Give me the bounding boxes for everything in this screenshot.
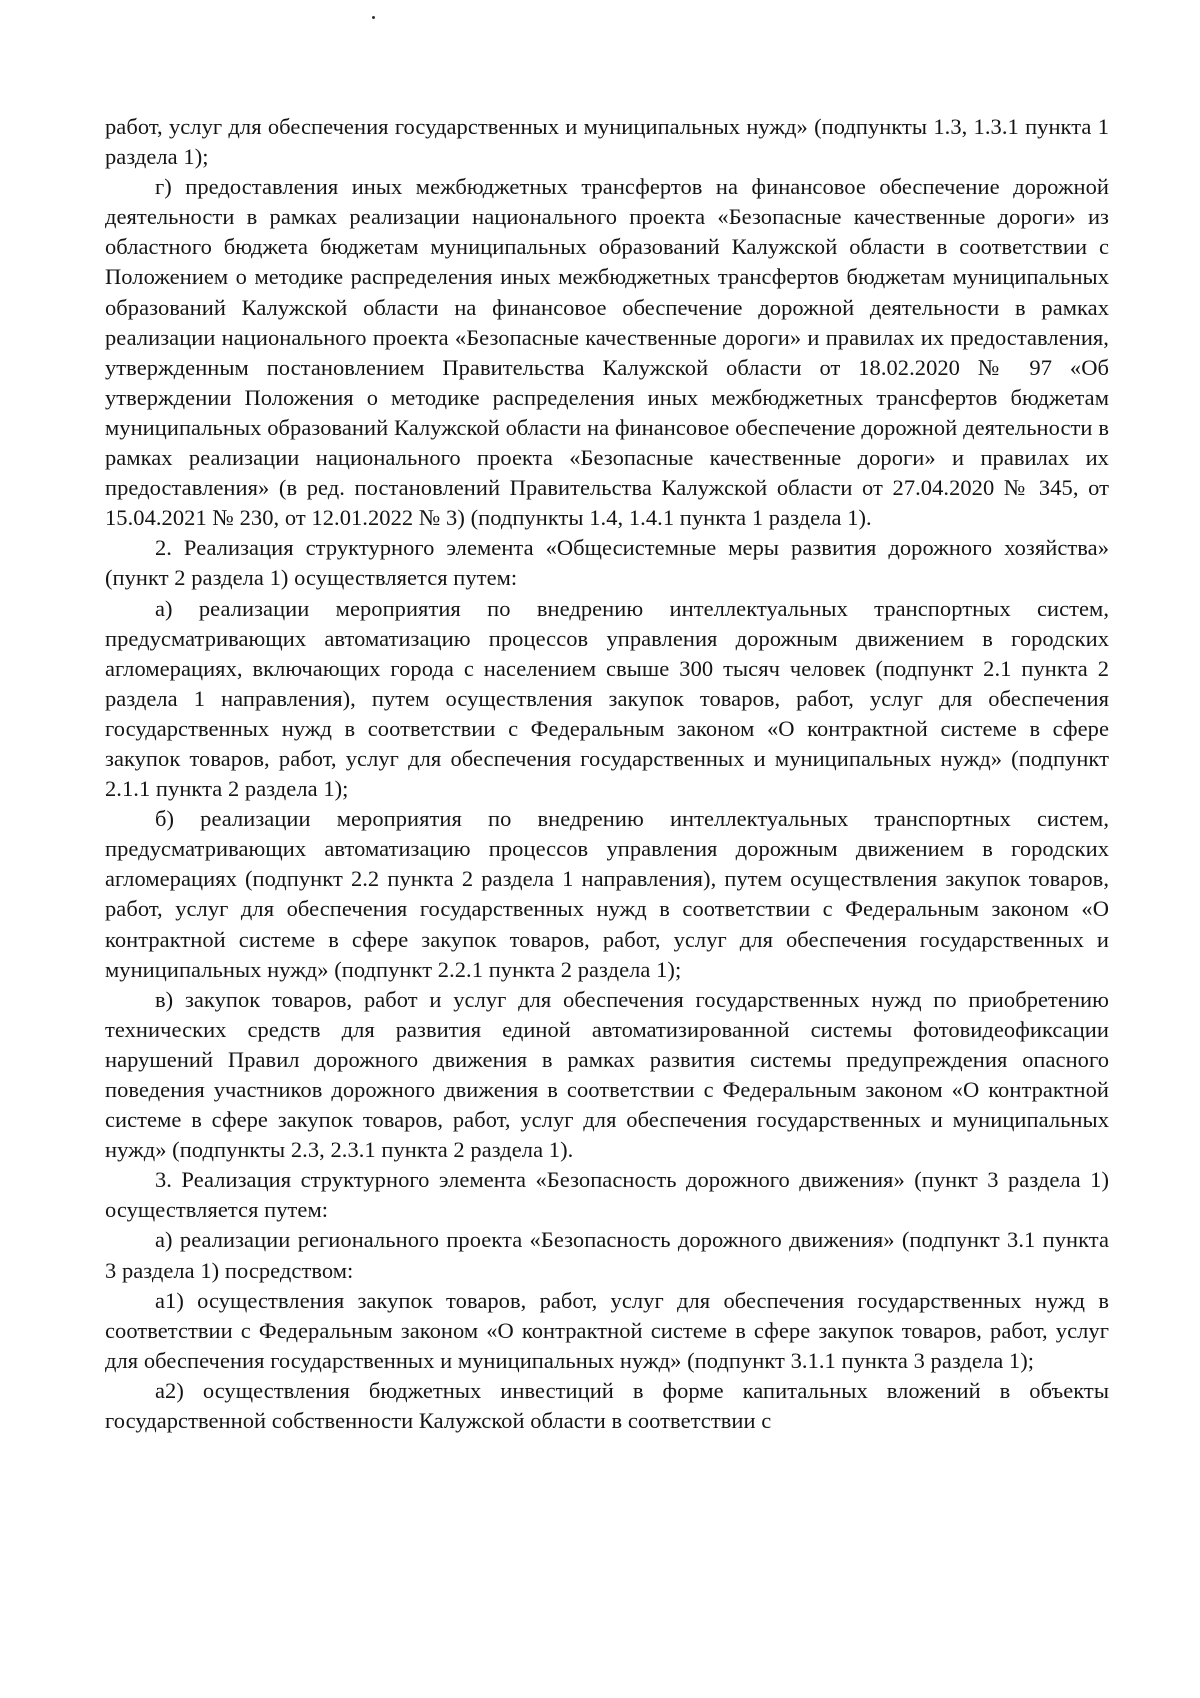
paragraph-item-2b: б) реализации мероприятия по внедрению интеллектуальных транспортных систем, предусматривающих автоматизацию процессов управления дорожным движением в городских агломерациях (подпункт 2.2 пункта 2 раздела 1 направления), путем осуществления закупок товаров, работ, услуг для обеспечения государственных нужд в соответствии с Федеральным законом «О контрактной системе в сфере закупок товаров, работ, услуг для обеспечения государственных и муниципальных нужд» (подпункт 2.2.1 пункта 2 раздела 1); [105, 806, 1109, 982]
paragraph-item-3a: а) реализации регионального проекта «Безопасность дорожного движения» (подпункт 3.1 пункта 3 раздела 1) посредством: [105, 1227, 1109, 1283]
paragraph-item-2a: а) реализации мероприятия по внедрению интеллектуальных транспортных систем, предусматривающих автоматизацию процессов управления дорожным движением в городских агломерациях, включающих города с населением свыше 300 тысяч человек (подпункт 2.1 пункта 2 раздела 1 направления), путем осуществления закупок товаров, работ, услуг для обеспечения государственных нужд в соответствии с Федеральным законом «О контрактной системе в сфере закупок товаров, работ, услуг для обеспечения государственных и муниципальных нужд» (подпункт 2.1.1 пункта 2 раздела 1); [105, 595, 1109, 802]
paragraph-section-3: 3. Реализация структурного элемента «Безопасность дорожного движения» (пункт 3 раздела 1) осуществляется путем: [105, 1167, 1109, 1223]
scan-speck [372, 16, 375, 19]
paragraph-item-3a1: а1) осуществления закупок товаров, работ, услуг для обеспечения государственных нужд в соответствии с Федеральным законом «О контрактной системе в сфере закупок товаров, работ, услуг для обеспечения государственных и муниципальных нужд» (подпункт 3.1.1 пункта 3 раздела 1); [105, 1287, 1109, 1373]
paragraph-item-2v: в) закупок товаров, работ и услуг для обеспечения государственных нужд по приобретению технических средств для развития единой автоматизированной системы фотовидеофиксации нарушений Правил дорожного движения в рамках развития системы предупреждения опасного поведения участников дорожного движения в соответствии с Федеральным законом «О контрактной системе в сфере закупок товаров, работ, услуг для обеспечения государственных и муниципальных нужд» (подпункты 2.3, 2.3.1 пункта 2 раздела 1). [105, 986, 1109, 1163]
paragraph-item-g: г) предоставления иных межбюджетных трансфертов на финансовое обеспечение дорожной деятельности в рамках реализации национального проекта «Безопасные качественные дороги» из областного бюджета бюджетам муниципальных образований Калужской области в соответствии с Положением о методике распределения иных межбюджетных трансфертов бюджетам муниципальных образований Калужской области на финансовое обеспечение дорожной деятельности в рамках реализации национального проекта «Безопасные качественные дороги» и правилах их предоставления, утвержденным постановлением Правительства Калужской области от 18.02.2020 № 97 «Об утверждении Положения о методике распределения иных межбюджетных трансфертов бюджетам муниципальных образований Калужской области на финансовое обеспечение дорожной деятельности в рамках реализации национального проекта «Безопасные качественные дороги» и правилах их предоставления» (в ред. постановлений Правительства Калужской области от 27.04.2020 № 345, от 15.04.2021 № 230, от 12.01.2022 № 3) (подпункты 1.4, 1.4.1 пункта 1 раздела 1). [105, 174, 1109, 531]
document-body [105, 112, 1109, 1436]
paragraph-section-2: 2. Реализация структурного элемента «Общесистемные меры развития дорожного хозяйства» (пункт 2 раздела 1) осуществляется путем: [105, 535, 1109, 591]
paragraph-item-3a2: а2) осуществления бюджетных инвестиций в форме капитальных вложений в объекты государственной собственности Калужской области в соответствии с [105, 1377, 1109, 1434]
paragraph-continuation: работ, услуг для обеспечения государственных и муниципальных нужд» (подпункты 1.3, 1.3.1 пункта 1 раздела 1); [105, 114, 1109, 170]
